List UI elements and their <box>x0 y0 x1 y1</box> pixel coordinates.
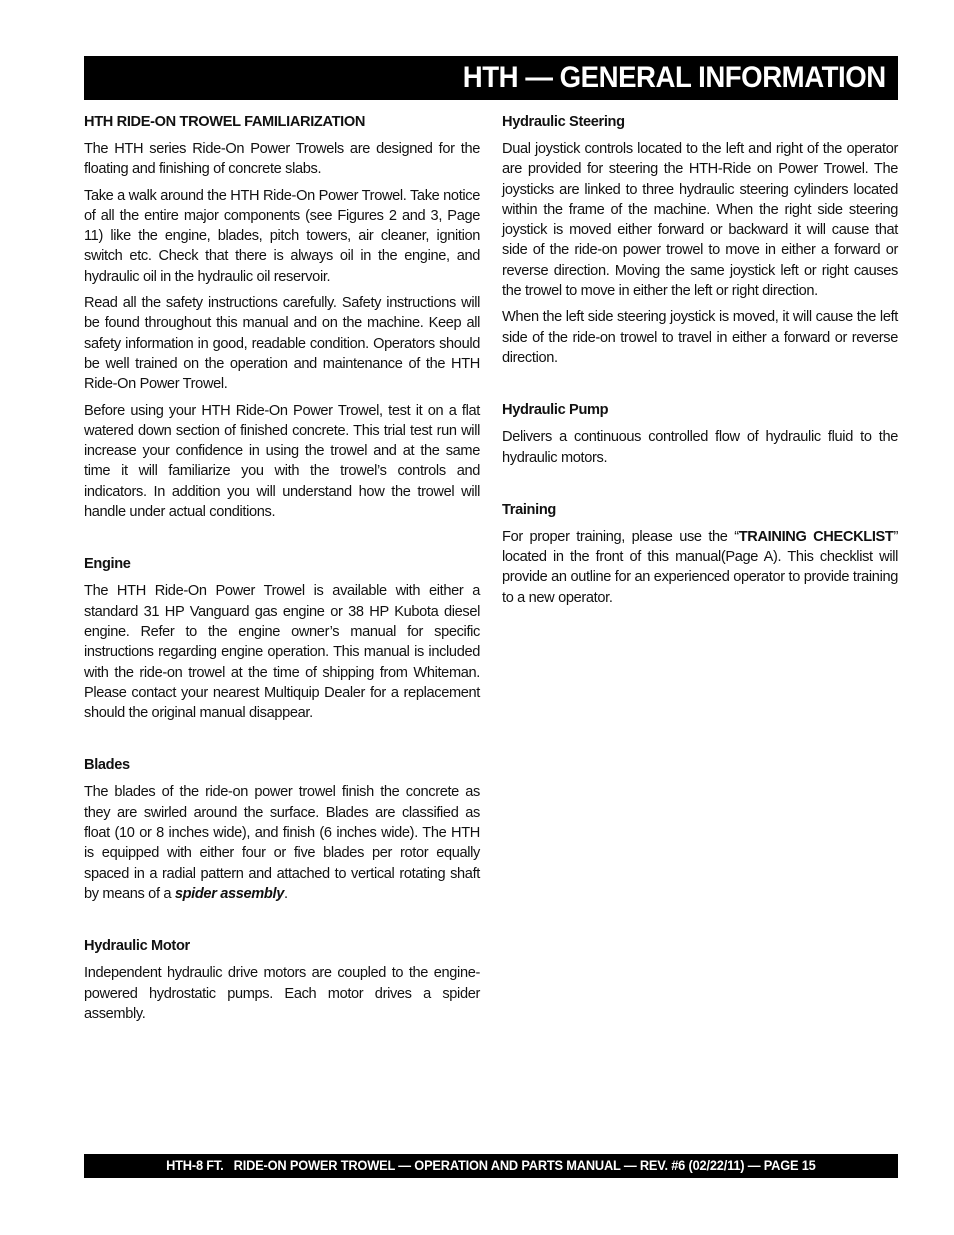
paragraph <box>502 527 898 608</box>
right-column <box>502 112 898 614</box>
section-blades <box>84 755 480 904</box>
paragraph: When the left side steering joystick is moved, it will cause the left side of the ride-on trowel to travel in either a forward or reverse direction. <box>502 309 898 366</box>
section-heading: Blades <box>84 757 130 774</box>
section-heading: Training <box>502 501 556 518</box>
paragraph: The HTH series Ride-On Power Trowels are designed for the floating and finishing of concrete slabs. <box>84 141 480 178</box>
text-run: For proper training, please use the “ <box>502 528 739 545</box>
paragraph: Independent hydraulic drive motors are coupled to the engine-powered hydrostatic pumps. Each motor drives a spider assembly. <box>84 965 480 1022</box>
left-column <box>84 112 480 1030</box>
section-heading: Hydraulic Motor <box>84 938 190 955</box>
emphasis-text: TRAINING CHECKLIST <box>738 528 894 545</box>
section-engine <box>84 554 480 723</box>
page-footer-bar <box>84 1154 898 1178</box>
paragraph: Delivers a continuous controlled flow of hydraulic fluid to the hydraulic motors. <box>502 429 898 466</box>
text-run: . <box>283 885 288 902</box>
page-title: HTH — GENERAL INFORMATION <box>463 61 886 94</box>
section-familiarization <box>84 112 480 522</box>
paragraph: Dual joystick controls located to the left and right of the operator are provided for steering the HTH-Ride on Power Trowel. The joysticks are linked to three hydraulic steering cylinders located within the frame of the machine. When the right side steering joystick is moved either forward or backward it will cause that side of the ride-on power trowel to move in either a forward or reverse direction. Moving the same joystick left or right causes the trowel to move in either the left or right direction. <box>502 141 898 300</box>
section-hydraulic-pump <box>502 400 898 468</box>
page-header-bar <box>84 56 898 100</box>
section-heading: HTH RIDE-ON TROWEL FAMILIARIZATION <box>84 114 366 130</box>
paragraph <box>84 782 480 904</box>
emphasis-text: spider assembly <box>174 885 284 902</box>
section-heading: Hydraulic Pump <box>502 402 609 419</box>
paragraph: Before using your HTH Ride-On Power Trowel, test it on a flat watered down section of finished concrete. This trial test run will increase your confidence in using the trowel and at the same time it will familiarize you with the trowel’s controls and indicators. In addition you will understand how the trowel will handle under actual conditions. <box>84 402 480 521</box>
section-heading: Engine <box>84 556 131 573</box>
footer-text: HTH-8 FT. RIDE-ON POWER TROWEL — OPERATION AND PARTS MANUAL — REV. #6 (02/22/11) — PAGE 15 <box>166 1158 816 1173</box>
text-run: The blades of the ride-on power trowel finish the concrete as they are swirled around the surface. Blades are classified as float (10 or 8 inches wide), and finish (6 inches wide). The HTH is equipped with either four or five blades per rotor equally spaced in a radial pattern and attached to vertical rotating shaft by means of a <box>84 784 480 902</box>
text-run: ” located in the front of this manual(Page A). This checklist will provide an outline for an experienced operator to provide training to a new operator. <box>502 528 898 606</box>
section-hydraulic-motor <box>84 936 480 1024</box>
paragraph: The HTH Ride-On Power Trowel is available with either a standard 31 HP Vanguard gas engine or 38 HP Kubota diesel engine. Refer to the engine owner’s manual for specific instructions regarding engine operation. This manual is included with the ride-on trowel at the time of shipping from Whiteman. Please contact your nearest Multiquip Dealer for a replacement should the original manual disappear. <box>84 583 480 722</box>
paragraph: Take a walk around the HTH Ride-On Power Trowel. Take notice of all the entire major components (see Figures 2 and 3, Page 11) like the engine, blades, pitch towers, air cleaner, ignition switch etc. Check that there is always oil in the engine, and hydraulic oil in the hydraulic oil reservoir. <box>84 187 480 285</box>
section-training <box>502 500 898 608</box>
section-hydraulic-steering <box>502 112 898 368</box>
paragraph: Read all the safety instructions carefully. Safety instructions will be found throughout this manual and on the machine. Keep all safety information in good, readable condition. Operators should be well trained on the operation and maintenance of the HTH Ride-On Power Trowel. <box>84 295 480 393</box>
section-heading: Hydraulic Steering <box>502 114 625 130</box>
